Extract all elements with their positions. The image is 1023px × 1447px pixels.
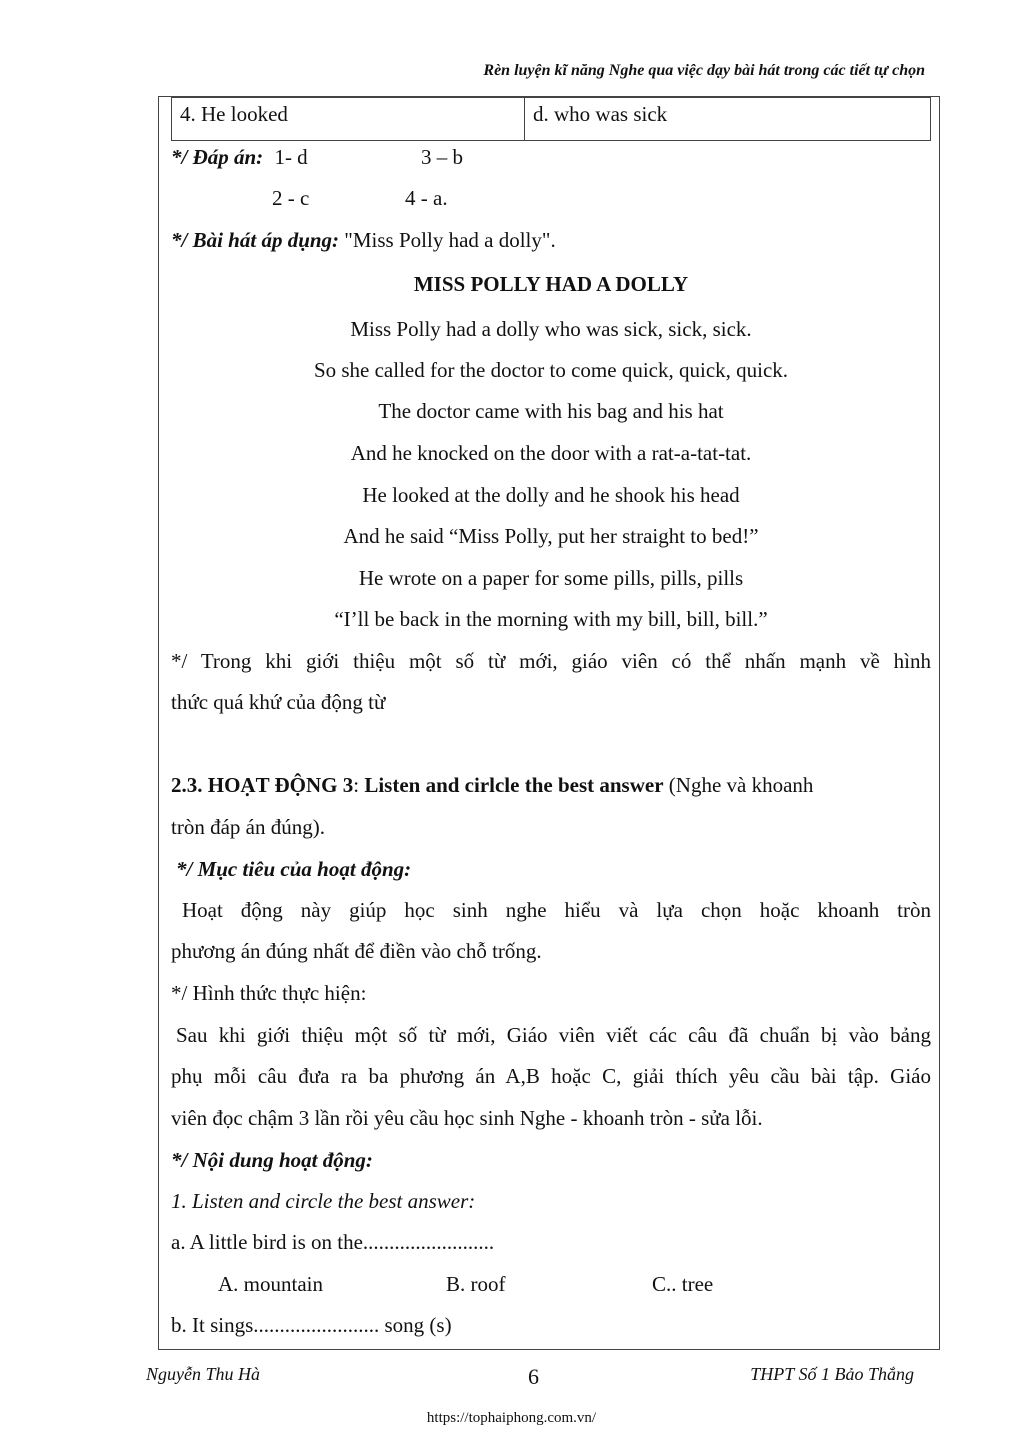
section-number: 2.3. HOẠT ĐỘNG 3 (171, 773, 354, 797)
song-line: And he said “Miss Polly, put her straight to bed!” (343, 524, 759, 548)
song-line: The doctor came with his bag and his hat (378, 399, 724, 423)
exercise-title: 1. Listen and circle the best answer: (171, 1189, 476, 1213)
song-applied-label: */ Bài hát áp dụng: (171, 228, 340, 252)
song-title: MISS POLLY HAD A DOLLY (413, 272, 689, 296)
option-c: C.. tree (652, 1272, 714, 1296)
matching-table (171, 97, 931, 141)
answer-1: 1- d (274, 145, 308, 169)
page-number: 6 (528, 1364, 539, 1389)
table-row (172, 98, 931, 141)
song-line: He wrote on a paper for some pills, pills, pills (358, 566, 744, 590)
footer-author: Nguyễn Thu Hà (146, 1364, 260, 1384)
song-line: “I’ll be back in the morning with my bill, bill, bill.” (334, 607, 768, 631)
answers-row-1 (171, 143, 308, 171)
section-subtitle: (Nghe và khoanh (663, 773, 814, 797)
method-line-3: viên đọc chậm 3 lần rồi yêu cầu học sinh Nghe - khoanh tròn - sửa lỗi. (171, 1106, 763, 1130)
section-title: Listen and cirlcle the best answer (364, 773, 664, 797)
content-label: */ Nội dung hoạt động: (171, 1148, 373, 1172)
option-a: A. mountain (218, 1272, 323, 1296)
song-line: And he knocked on the door with a rat-a-tat-tat. (350, 441, 752, 465)
objective-line-2: phương án đúng nhất để điền vào chỗ trống. (171, 939, 542, 963)
objective-label: */ Mục tiêu của hoạt động: (176, 857, 412, 881)
answer-4: 4 - a. (405, 186, 448, 210)
question-a: a. A little bird is on the......................... (171, 1230, 495, 1254)
question-b: b. It sings........................ song (s) (171, 1313, 452, 1337)
section-colon: : (353, 773, 365, 797)
objective-line-1: Hoạt động này giúp học sinh nghe hiểu và lựa chọn hoặc khoanh tròn (182, 898, 931, 922)
table-cell-right: d. who was sick (525, 98, 931, 141)
song-applied-value: "Miss Polly had a dolly". (344, 228, 556, 252)
footer-school: THPT Số 1 Bảo Thắng (750, 1364, 914, 1384)
song-line: So she called for the doctor to come quick, quick, quick. (313, 358, 789, 382)
note-line-2: thức quá khứ của động từ (171, 690, 386, 714)
song-line: He looked at the dolly and he shook his head (362, 483, 740, 507)
note-line-1: */ Trong khi giới thiệu một số từ mới, giáo viên có thể nhấn mạnh về hình (171, 649, 931, 673)
answer-2: 2 - c (272, 186, 310, 210)
method-line-1: Sau khi giới thiệu một số từ mới, Giáo viên viết các câu đã chuẩn bị vào bảng (176, 1023, 931, 1047)
table-cell-left: 4. He looked (172, 98, 525, 141)
answer-3: 3 – b (421, 145, 463, 169)
footer-url[interactable]: https://tophaiphong.com.vn/ (426, 1410, 597, 1426)
answers-label: */ Đáp án: (171, 145, 264, 169)
section-subtitle-cont: tròn đáp án đúng). (171, 815, 325, 839)
option-b: B. roof (446, 1272, 506, 1296)
section-heading (171, 771, 931, 799)
method-line-2: phụ mỗi câu đưa ra ba phương án A,B hoặc C, giải thích yêu cầu bài tập. Giáo (171, 1064, 931, 1088)
method-label: */ Hình thức thực hiện: (171, 981, 367, 1005)
song-line: Miss Polly had a dolly who was sick, sick, sick. (350, 317, 752, 341)
running-header: Rèn luyện kĩ năng Nghe qua việc dạy bài hát trong các tiết tự chọn (483, 62, 925, 79)
song-applied (171, 226, 556, 254)
